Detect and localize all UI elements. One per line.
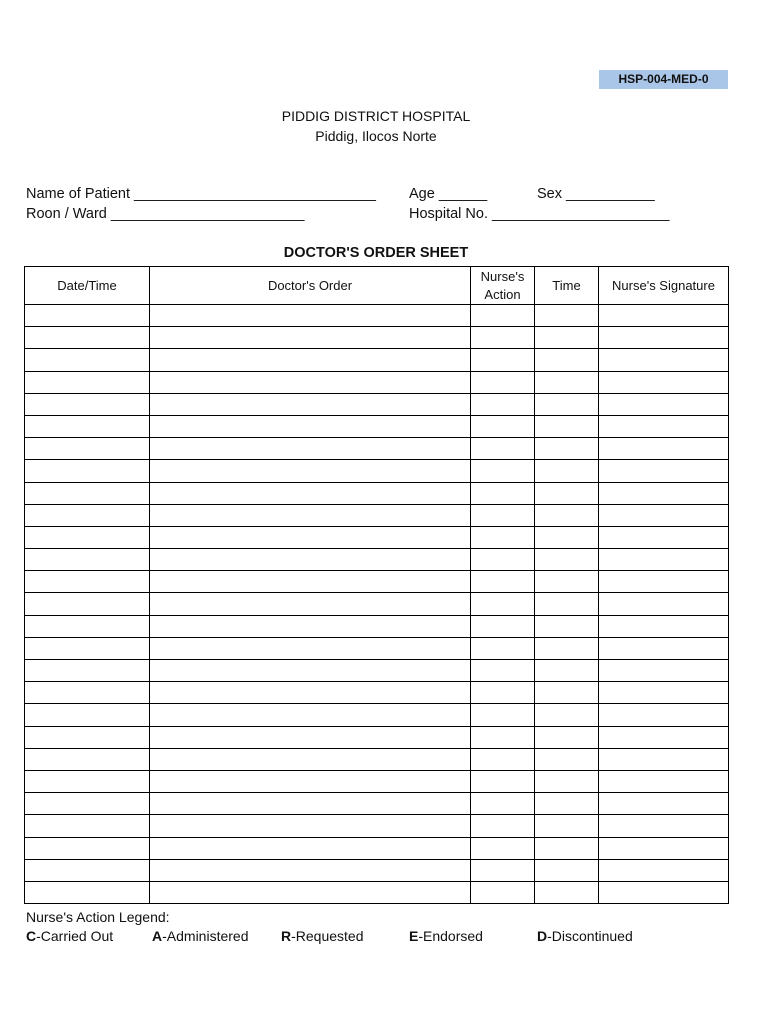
cell-nurses-signature[interactable]: [599, 793, 729, 815]
cell-date-time[interactable]: [25, 859, 150, 881]
sex-field: Sex ___________: [537, 186, 655, 202]
cell-date-time[interactable]: [25, 460, 150, 482]
cell-time[interactable]: [535, 837, 599, 859]
table-row: [25, 415, 729, 437]
room-ward-field: Roon / Ward ________________________: [26, 206, 305, 222]
table-row: [25, 793, 729, 815]
cell-doctors-order[interactable]: [150, 637, 471, 659]
cell-doctors-order[interactable]: [150, 504, 471, 526]
cell-time[interactable]: [535, 793, 599, 815]
cell-date-time[interactable]: [25, 393, 150, 415]
cell-nurses-action[interactable]: [471, 881, 535, 903]
cell-time[interactable]: [535, 660, 599, 682]
table-row: [25, 460, 729, 482]
cell-time[interactable]: [535, 460, 599, 482]
table-row: [25, 571, 729, 593]
cell-nurses-signature[interactable]: [599, 704, 729, 726]
table-row: [25, 704, 729, 726]
cell-time[interactable]: [535, 571, 599, 593]
table-row: [25, 859, 729, 881]
cell-doctors-order[interactable]: [150, 482, 471, 504]
cell-doctors-order[interactable]: [150, 770, 471, 792]
cell-doctors-order[interactable]: [150, 571, 471, 593]
legend-code: R: [281, 928, 292, 944]
cell-date-time[interactable]: [25, 327, 150, 349]
cell-nurses-action[interactable]: [471, 637, 535, 659]
cell-nurses-action[interactable]: [471, 726, 535, 748]
header-date-time: Date/Time: [25, 267, 150, 305]
cell-time[interactable]: [535, 815, 599, 837]
cell-nurses-signature[interactable]: [599, 770, 729, 792]
cell-time[interactable]: [535, 393, 599, 415]
cell-nurses-action[interactable]: [471, 327, 535, 349]
cell-doctors-order[interactable]: [150, 393, 471, 415]
cell-date-time[interactable]: [25, 704, 150, 726]
cell-nurses-signature[interactable]: [599, 460, 729, 482]
cell-date-time[interactable]: [25, 726, 150, 748]
cell-nurses-signature[interactable]: [599, 881, 729, 903]
hospital-no-field: Hospital No. ______________________: [409, 206, 670, 222]
cell-date-time[interactable]: [25, 837, 150, 859]
cell-nurses-action[interactable]: [471, 393, 535, 415]
table-row: [25, 748, 729, 770]
cell-date-time[interactable]: [25, 526, 150, 548]
cell-nurses-action[interactable]: [471, 571, 535, 593]
cell-time[interactable]: [535, 704, 599, 726]
cell-nurses-action[interactable]: [471, 748, 535, 770]
legend-title: Nurse's Action Legend:: [26, 909, 170, 925]
cell-nurses-signature[interactable]: [599, 837, 729, 859]
cell-nurses-action[interactable]: [471, 793, 535, 815]
cell-date-time[interactable]: [25, 682, 150, 704]
cell-date-time[interactable]: [25, 815, 150, 837]
cell-time[interactable]: [535, 482, 599, 504]
cell-doctors-order[interactable]: [150, 305, 471, 327]
cell-doctors-order[interactable]: [150, 415, 471, 437]
cell-time[interactable]: [535, 504, 599, 526]
cell-date-time[interactable]: [25, 881, 150, 903]
cell-nurses-signature[interactable]: [599, 859, 729, 881]
cell-time[interactable]: [535, 770, 599, 792]
header-time: Time: [535, 267, 599, 305]
cell-date-time[interactable]: [25, 438, 150, 460]
cell-nurses-action[interactable]: [471, 837, 535, 859]
cell-nurses-signature[interactable]: [599, 637, 729, 659]
cell-nurses-action[interactable]: [471, 615, 535, 637]
cell-nurses-action[interactable]: [471, 460, 535, 482]
cell-nurses-signature[interactable]: [599, 415, 729, 437]
cell-nurses-signature[interactable]: [599, 682, 729, 704]
cell-doctors-order[interactable]: [150, 660, 471, 682]
cell-nurses-action[interactable]: [471, 815, 535, 837]
table-row: [25, 593, 729, 615]
cell-date-time[interactable]: [25, 482, 150, 504]
cell-date-time[interactable]: [25, 371, 150, 393]
cell-nurses-action[interactable]: [471, 660, 535, 682]
table-row: [25, 726, 729, 748]
hospital-address: Piddig, Ilocos Norte: [315, 128, 437, 144]
cell-time[interactable]: [535, 371, 599, 393]
table-row: [25, 526, 729, 548]
cell-doctors-order[interactable]: [150, 593, 471, 615]
legend-item-carried-out: [26, 928, 113, 944]
table-row: [25, 815, 729, 837]
cell-nurses-signature[interactable]: [599, 438, 729, 460]
cell-date-time[interactable]: [25, 549, 150, 571]
cell-time[interactable]: [535, 859, 599, 881]
cell-nurses-action[interactable]: [471, 438, 535, 460]
table-row: [25, 682, 729, 704]
legend-code: E: [409, 928, 419, 944]
cell-date-time[interactable]: [25, 660, 150, 682]
cell-doctors-order[interactable]: [150, 327, 471, 349]
cell-doctors-order[interactable]: [150, 881, 471, 903]
table-row: [25, 881, 729, 903]
cell-doctors-order[interactable]: [150, 682, 471, 704]
cell-doctors-order[interactable]: [150, 371, 471, 393]
cell-date-time[interactable]: [25, 305, 150, 327]
cell-date-time[interactable]: [25, 504, 150, 526]
cell-time[interactable]: [535, 637, 599, 659]
cell-doctors-order[interactable]: [150, 349, 471, 371]
cell-nurses-signature[interactable]: [599, 726, 729, 748]
cell-doctors-order[interactable]: [150, 460, 471, 482]
cell-time[interactable]: [535, 726, 599, 748]
sheet-title: DOCTOR'S ORDER SHEET: [283, 245, 469, 261]
cell-date-time[interactable]: [25, 615, 150, 637]
table-row: [25, 305, 729, 327]
cell-time[interactable]: [535, 615, 599, 637]
legend-code: C: [26, 928, 37, 944]
cell-doctors-order[interactable]: [150, 748, 471, 770]
table-header-row: [25, 267, 729, 305]
table-row: [25, 660, 729, 682]
cell-nurses-signature[interactable]: [599, 748, 729, 770]
table-row: [25, 327, 729, 349]
cell-time[interactable]: [535, 438, 599, 460]
cell-nurses-signature[interactable]: [599, 371, 729, 393]
cell-nurses-signature[interactable]: [599, 815, 729, 837]
cell-doctors-order[interactable]: [150, 815, 471, 837]
table-row: [25, 349, 729, 371]
header-doctors-order: Doctor's Order: [150, 267, 471, 305]
cell-time[interactable]: [535, 305, 599, 327]
cell-date-time[interactable]: [25, 593, 150, 615]
cell-time[interactable]: [535, 682, 599, 704]
cell-nurses-signature[interactable]: [599, 660, 729, 682]
cell-time[interactable]: [535, 415, 599, 437]
hospital-name: PIDDIG DISTRICT HOSPITAL: [281, 108, 471, 124]
age-field: Age ______: [409, 186, 488, 202]
cell-nurses-action[interactable]: [471, 593, 535, 615]
table-row: [25, 371, 729, 393]
cell-nurses-action[interactable]: [471, 305, 535, 327]
cell-date-time[interactable]: [25, 748, 150, 770]
table-row: [25, 637, 729, 659]
table-row: [25, 438, 729, 460]
cell-nurses-signature[interactable]: [599, 393, 729, 415]
cell-nurses-action[interactable]: [471, 859, 535, 881]
legend-text: -Carried Out: [36, 928, 114, 944]
cell-nurses-signature[interactable]: [599, 349, 729, 371]
table-row: [25, 482, 729, 504]
cell-doctors-order[interactable]: [150, 793, 471, 815]
cell-nurses-action[interactable]: [471, 504, 535, 526]
cell-doctors-order[interactable]: [150, 615, 471, 637]
cell-doctors-order[interactable]: [150, 837, 471, 859]
cell-date-time[interactable]: [25, 415, 150, 437]
legend-item-endorsed: [409, 928, 483, 944]
legend-text: -Discontinued: [547, 928, 633, 944]
legend-text: -Endorsed: [418, 928, 483, 944]
cell-nurses-signature[interactable]: [599, 305, 729, 327]
cell-nurses-signature[interactable]: [599, 549, 729, 571]
order-rows: [25, 305, 729, 904]
cell-nurses-action[interactable]: [471, 526, 535, 548]
cell-doctors-order[interactable]: [150, 704, 471, 726]
legend-item-discontinued: [537, 928, 633, 944]
cell-nurses-action[interactable]: [471, 371, 535, 393]
cell-doctors-order[interactable]: [150, 549, 471, 571]
legend-item-requested: [281, 928, 364, 944]
cell-time[interactable]: [535, 327, 599, 349]
cell-doctors-order[interactable]: [150, 726, 471, 748]
doctors-order-table: [24, 266, 729, 904]
cell-nurses-action[interactable]: [471, 549, 535, 571]
name-of-patient-field: Name of Patient ______________________________: [26, 186, 376, 202]
cell-doctors-order[interactable]: [150, 859, 471, 881]
cell-nurses-signature[interactable]: [599, 482, 729, 504]
cell-date-time[interactable]: [25, 571, 150, 593]
cell-nurses-signature[interactable]: [599, 571, 729, 593]
cell-nurses-action[interactable]: [471, 682, 535, 704]
cell-time[interactable]: [535, 526, 599, 548]
table-row: [25, 615, 729, 637]
legend-text: -Requested: [291, 928, 364, 944]
cell-nurses-action[interactable]: [471, 349, 535, 371]
cell-time[interactable]: [535, 549, 599, 571]
cell-time[interactable]: [535, 593, 599, 615]
cell-nurses-signature[interactable]: [599, 504, 729, 526]
header-nurses-action: Nurse's Action: [471, 267, 535, 305]
cell-doctors-order[interactable]: [150, 438, 471, 460]
table-row: [25, 549, 729, 571]
legend-code: A: [152, 928, 163, 944]
cell-time[interactable]: [535, 349, 599, 371]
cell-nurses-action[interactable]: [471, 770, 535, 792]
cell-date-time[interactable]: [25, 637, 150, 659]
legend-code: D: [537, 928, 548, 944]
cell-nurses-signature[interactable]: [599, 615, 729, 637]
table-row: [25, 770, 729, 792]
table-row: [25, 837, 729, 859]
cell-date-time[interactable]: [25, 793, 150, 815]
cell-nurses-signature[interactable]: [599, 327, 729, 349]
table-row: [25, 393, 729, 415]
cell-nurses-action[interactable]: [471, 482, 535, 504]
cell-time[interactable]: [535, 748, 599, 770]
legend-text: -Administered: [162, 928, 249, 944]
cell-nurses-action[interactable]: [471, 704, 535, 726]
table-row: [25, 504, 729, 526]
header-nurses-signature: Nurse's Signature: [599, 267, 729, 305]
legend-item-administered: [152, 928, 249, 944]
cell-doctors-order[interactable]: [150, 526, 471, 548]
form-code-badge: HSP-004-MED-0: [599, 70, 728, 89]
cell-date-time[interactable]: [25, 349, 150, 371]
cell-date-time[interactable]: [25, 770, 150, 792]
cell-nurses-signature[interactable]: [599, 526, 729, 548]
cell-nurses-action[interactable]: [471, 415, 535, 437]
cell-time[interactable]: [535, 881, 599, 903]
cell-nurses-signature[interactable]: [599, 593, 729, 615]
